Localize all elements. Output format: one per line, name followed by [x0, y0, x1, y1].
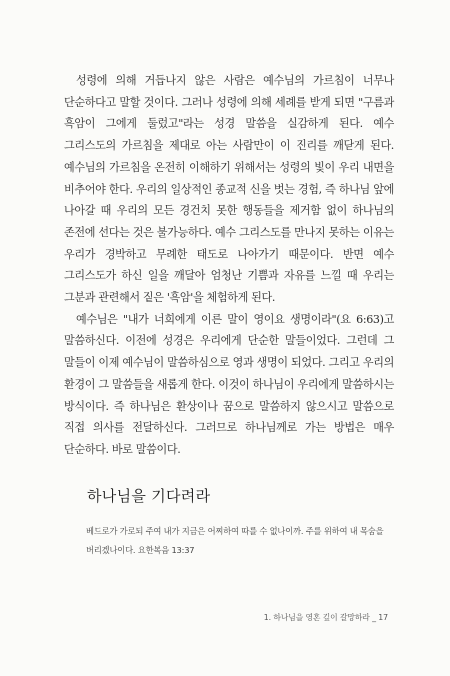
page-footer: 1. 하나님을 영혼 깊이 갈망하라 _ 17 [263, 613, 388, 622]
paragraph-2: 예수님은 "내가 너희에게 이른 말이 영이요 생명이라"(요 6:63)고 말씀하신다. 이전에 성경은 우리에게 단순한 말들이었다. 그런데 그 말들이 이제 예수님이 말씀하심으로 영과 생명이 되었다. 그리고 우리의 환경이 그 말씀들을 새롭게 한다. 이것이 하나님이 우리에게 말씀하시는 방식이다. 즉 하나님은 환상이나 꿈으로 말씀하지 않으시고 말씀으로 직접 의사를 전달하신다. 그러므로 하나님께로 가는 방법은 매우 단순하다. 바로 말씀이다. [64, 312, 394, 456]
body-text [64, 70, 394, 461]
scripture-quote: 베드로가 가로되 주여 내가 지금은 어찌하여 따를 수 없나이까. 주를 위하여 내 목숨을 버리겠나이다. 요한복음 13:37 [86, 526, 384, 555]
section-title: 하나님을 기다려라 [87, 487, 211, 505]
paragraph-1: 성령에 의해 거듭나지 않은 사람은 예수님의 가르침이 너무나 단순하다고 말할 것이다. 그러나 성령에 의해 세례를 받게 되면 "구름과 흑암이 그에게 둘렀고"라는 성경 말씀을 실감하게 된다. 예수 그리스도의 가르침을 제대로 아는 사람만이 이 진리를 깨닫게 된다. 예수님의 가르침을 온전히 이해하기 위해서는 성령의 빛이 우리 내면을 비추어야 한다. 우리의 일상적인 종교적 신을 벗는 경험, 즉 하나님 앞에 나아갈 때 우리의 모든 경건치 못한 행동들을 제거함 없이 하나님의 존전에 선다는 것은 불가능하다. 예수 그리스도를 만나지 못하는 이유는 우리가 경박하고 무례한 태도로 나아가기 때문이다. 반면 예수 그리스도가 하신 일을 깨달아 엄청난 기쁨과 자유를 느낄 때 우리는 그분과 관련해서 짙은 '흑암'을 체험하게 된다. [64, 74, 394, 305]
